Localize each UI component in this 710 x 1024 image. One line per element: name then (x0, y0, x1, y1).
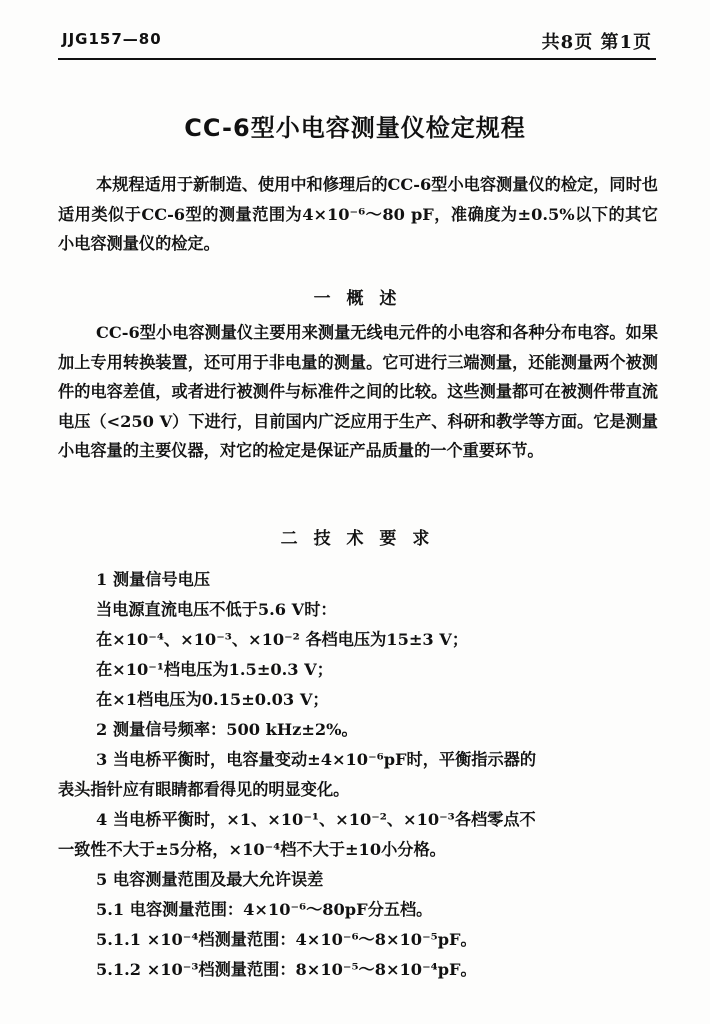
intro-text: 本规程适用于新制造、使用中和修理后的CC-6型小电容测量仪的检定，同时也适用类似于CC-6型的测量范围为4×10⁻⁶～80 pF，准确度为±0.5%以下的其它小电容测量仪的检定。 (58, 175, 658, 253)
document-title: CC-6型小电容测量仪检定规程 (184, 114, 526, 142)
req-line: 2 测量信号频率：500 kHz±2%。 (96, 720, 358, 739)
section-heading-overview: 一 概 述 (313, 289, 397, 309)
standard-code: JJG157—80 (62, 30, 162, 48)
req-line: 5.1 电容测量范围：4×10⁻⁶～80pF分五档。 (96, 900, 433, 919)
req-line: 在×10⁻⁴、×10⁻³、×10⁻² 各档电压为15±3 V； (96, 630, 469, 649)
header-rule (58, 58, 656, 60)
req-line: 当电源直流电压不低于5.6 V时： (96, 600, 337, 619)
req-line: 一致性不大于±5分格，×10⁻⁴档不大于±10小分格。 (58, 840, 446, 859)
req-line: 在×10⁻¹档电压为1.5±0.3 V； (96, 660, 333, 679)
section-heading-requirements: 二 技 术 要 求 (280, 529, 430, 549)
req-line: 5.1.2 ×10⁻³档测量范围：8×10⁻⁵～8×10⁻⁴pF。 (96, 960, 477, 979)
page-header (62, 22, 652, 58)
req-line: 表头指针应有眼睛都看得见的明显变化。 (58, 780, 350, 799)
req-line: 5.1.1 ×10⁻⁴档测量范围：4×10⁻⁶～8×10⁻⁵pF。 (96, 930, 477, 949)
page-counter: 共8页 第1页 (541, 32, 652, 53)
req-line: 3 当电桥平衡时，电容量变动±4×10⁻⁶pF时，平衡指示器的 (96, 750, 537, 769)
req-line: 1 测量信号电压 (96, 570, 211, 589)
overview-text: CC-6型小电容测量仪主要用来测量无线电元件的小电容和各种分布电容。如果加上专用转换装置，还可用于非电量的测量。它可进行三端测量，还能测量两个被测件的电容差值，或者进行被测件与标准件之间的比较。这些测量都可在被测件带直流电压（<250 V）下进行，目前国内广泛应用于生产、科研和教学等方面。它是测量小电容量的主要仪器，对它的检定是保证产品质量的一个重要环节。 (58, 323, 658, 460)
req-line: 4 当电桥平衡时，×1、×10⁻¹、×10⁻²、×10⁻³各档零点不 (96, 810, 536, 829)
overview-paragraph (58, 318, 658, 466)
req-line: 在×1档电压为0.15±0.03 V； (96, 690, 329, 709)
intro-paragraph (58, 170, 658, 259)
req-line: 5 电容测量范围及最大允许误差 (96, 870, 324, 889)
